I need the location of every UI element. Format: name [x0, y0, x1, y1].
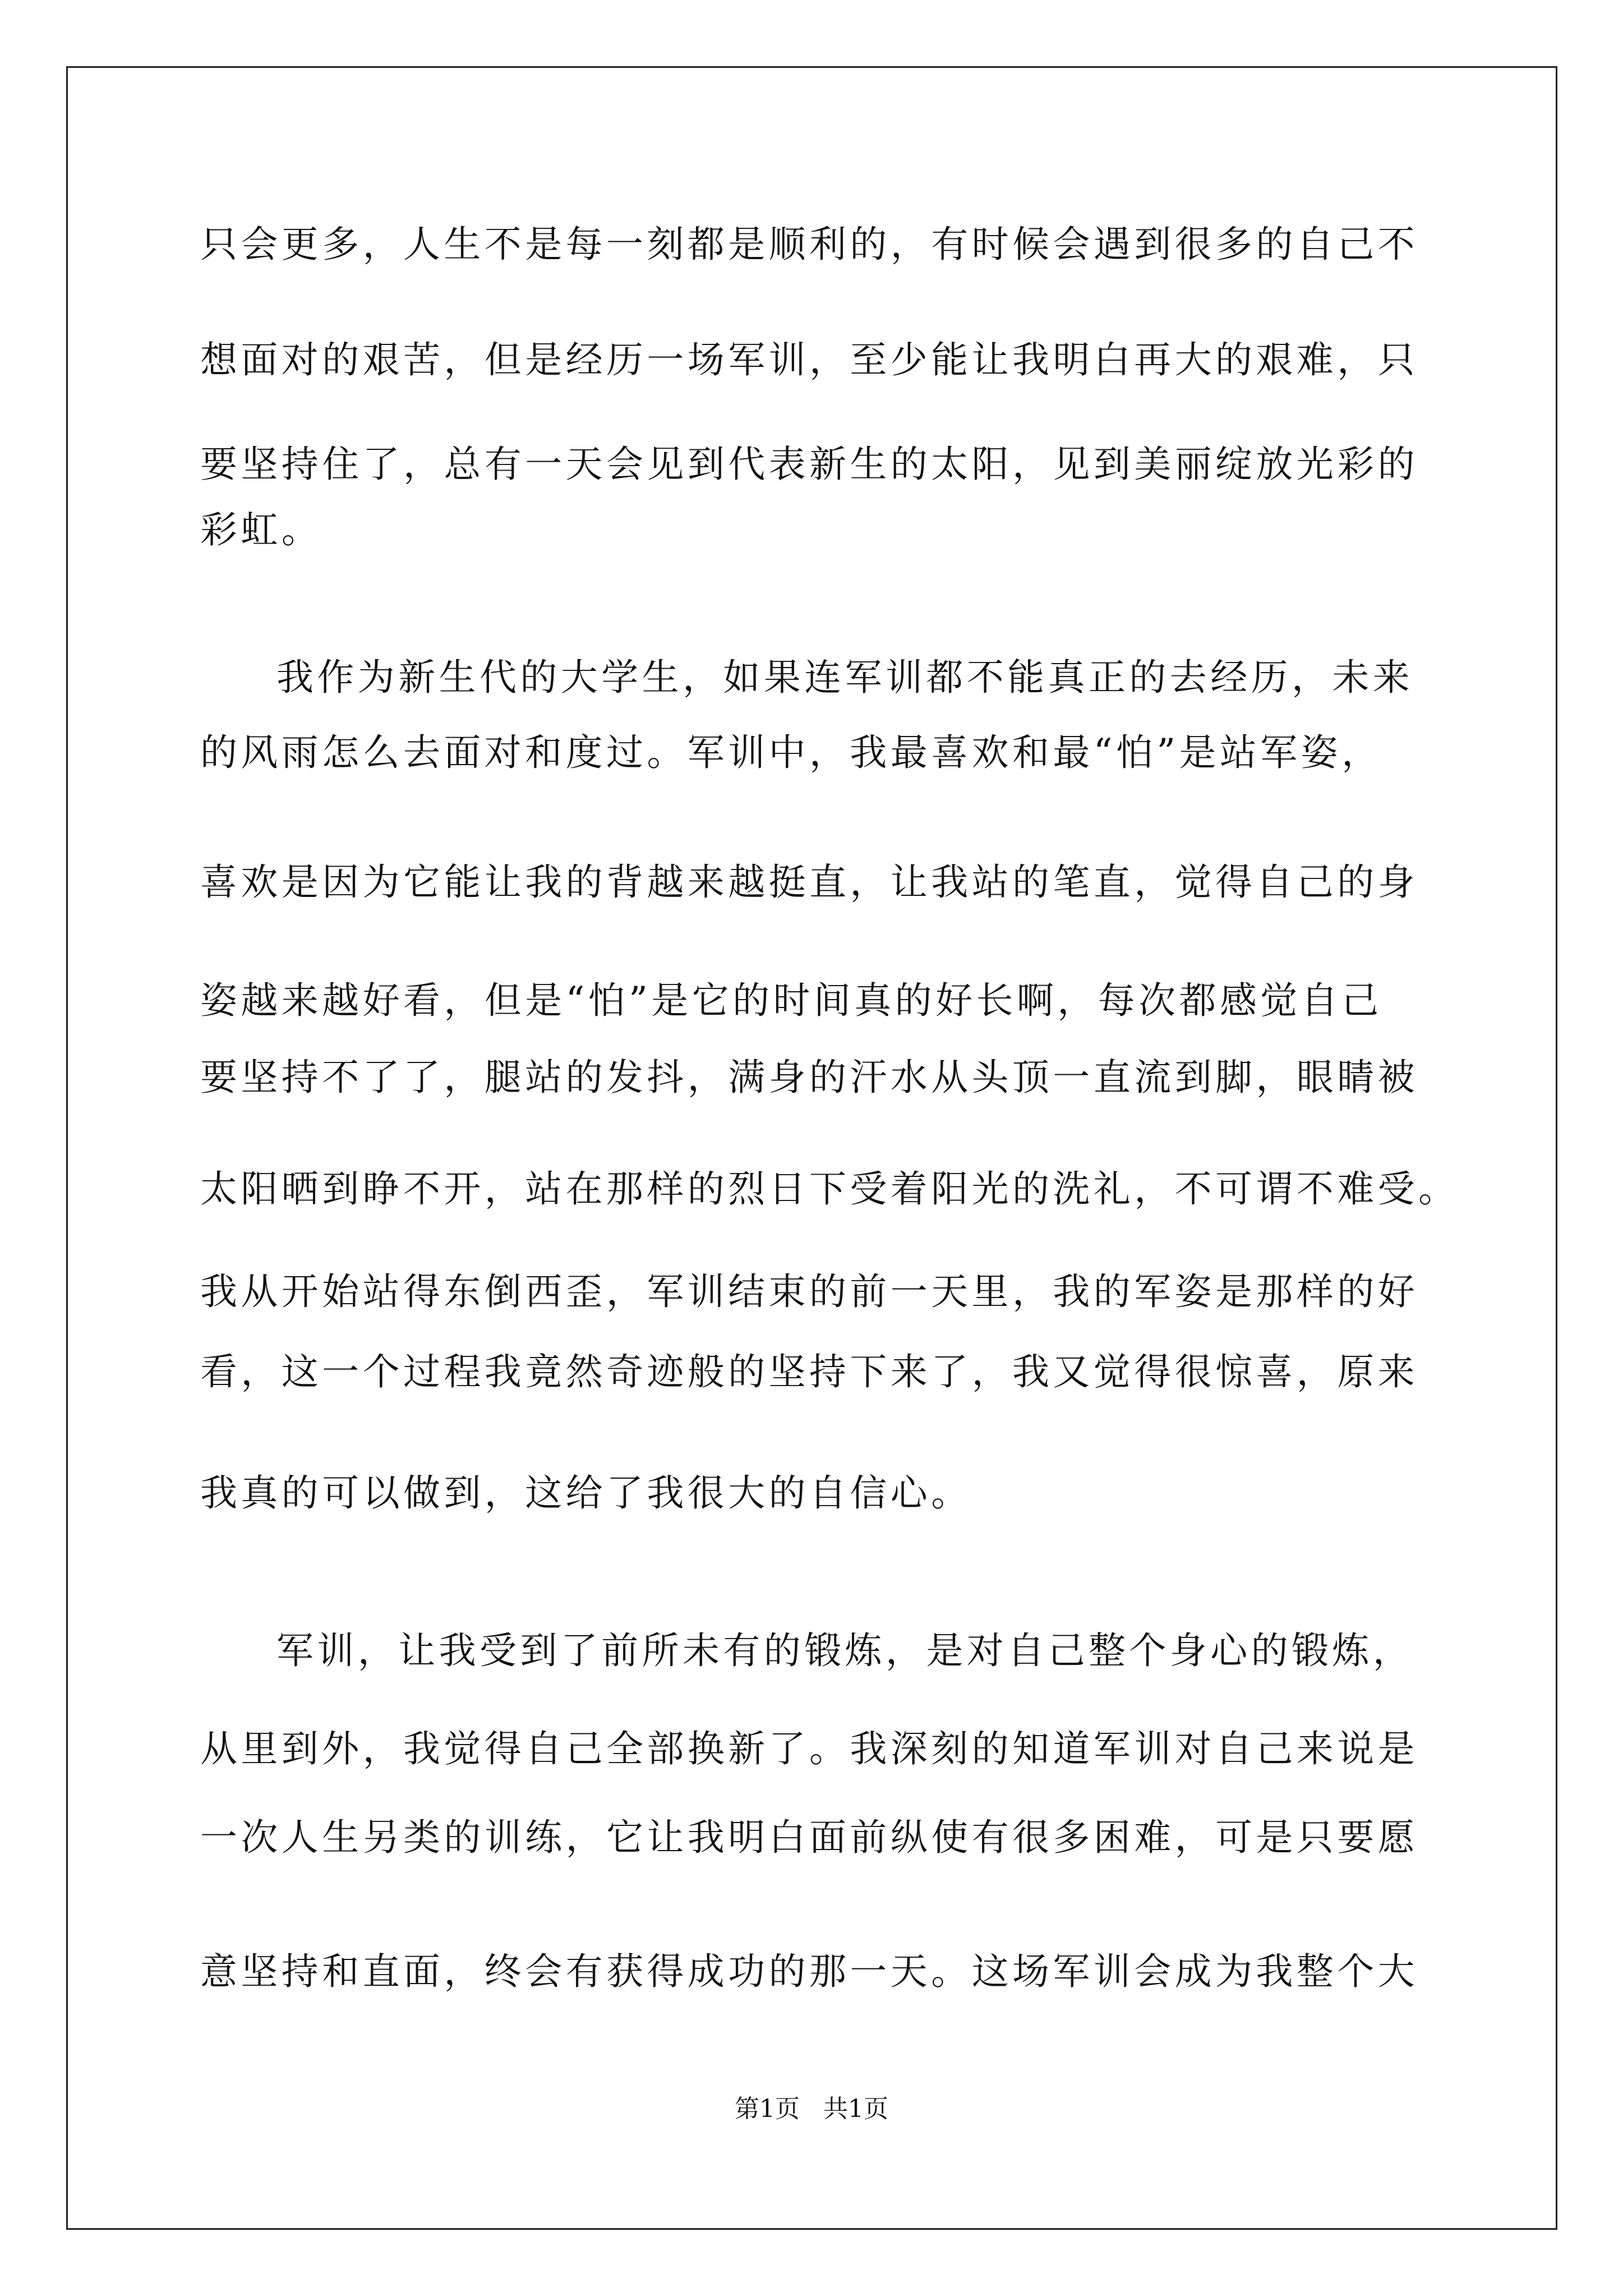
page-footer: 第1页 共1页: [735, 2095, 888, 2123]
text-line: 想面对的艰苦，但是经历一场军训，至少能让我明白再大的艰难，只: [200, 338, 1418, 381]
text-line: 太阳晒到睁不开，站在那样的烈日下受着阳光的洗礼，不可谓不难受。: [200, 1167, 1459, 1211]
text-line: 我真的可以做到，这给了我很大的自信心。: [200, 1471, 972, 1515]
text-line: 彩虹。: [200, 508, 322, 551]
text-line: 喜欢是因为它能让我的背越来越挺直，让我站的笔直，觉得自己的身: [200, 861, 1418, 904]
text-line: 从里到外，我觉得自己全部换新了。我深刻的知道军训对自己来说是: [200, 1727, 1418, 1770]
text-line: 看，这一个过程我竟然奇迹般的坚持下来了，我又觉得很惊喜，原来: [200, 1350, 1418, 1393]
text-line: 只会更多，人生不是每一刻都是顺利的，有时候会遇到很多的自己不: [200, 223, 1418, 266]
text-line: 的风雨怎么去面对和度过。军训中，我最喜欢和最“怕”是站军姿，: [200, 731, 1382, 774]
text-line: 要坚持不了了，腿站的发抖，满身的汗水从头顶一直流到脚，眼睛被: [200, 1056, 1418, 1099]
text-line: 意坚持和直面，终会有获得成功的那一天。这场军训会成为我整个大: [200, 1950, 1418, 1993]
text-line: 一次人生另类的训练，它让我明白面前纵使有很多困难，可是只要愿: [200, 1816, 1418, 1859]
text-line: 要坚持住了，总有一天会见到代表新生的太阳，见到美丽绽放光彩的: [200, 443, 1418, 486]
paragraph-first-line: 我作为新生代的大学生，如果连军训都不能真正的去经历，未来: [276, 656, 1414, 699]
page-border: [66, 66, 1557, 2230]
paragraph-first-line: 军训，让我受到了前所未有的锻炼，是对自己整个身心的锻炼，: [276, 1629, 1414, 1672]
text-line: 姿越来越好看，但是“怕”是它的时间真的好长啊，每次都感觉自己: [200, 979, 1382, 1022]
text-line: 我从开始站得东倒西歪，军训结束的前一天里，我的军姿是那样的好: [200, 1270, 1418, 1313]
